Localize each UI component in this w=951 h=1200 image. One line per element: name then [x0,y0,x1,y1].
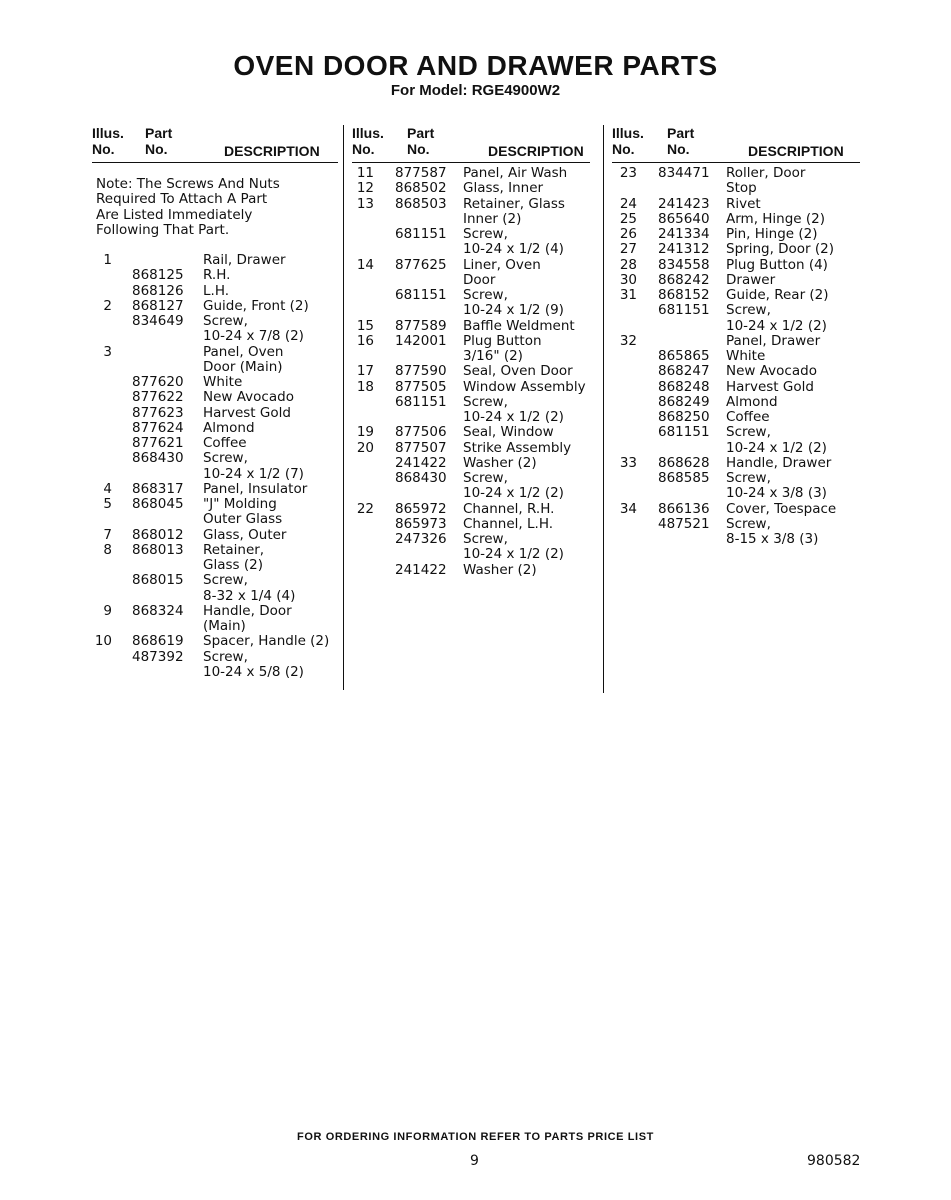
part-description: Guide, Front (2) [203,297,309,314]
part-description: Arm, Hinge (2) [726,210,826,227]
part-number: 487392 [132,648,184,665]
illus-number: 7 [103,526,112,543]
part-row [612,410,860,425]
part-row [612,258,860,273]
header-description: DESCRIPTION [488,143,584,159]
part-description: "J" Molding [203,496,277,512]
illus-number: 12 [356,180,374,197]
part-description: Screw, [463,470,508,486]
part-number: 868317 [132,480,184,497]
part-description: 10-24 x 3/8 (3) [726,485,827,502]
part-number: 868502 [395,180,447,197]
illus-number: 14 [356,256,374,273]
illus-number: 26 [619,226,637,242]
illus-number: 24 [619,195,637,212]
parts-rows [612,166,860,547]
part-description: Retainer, [203,541,265,558]
part-row [352,288,590,303]
illus-number: 23 [619,165,637,181]
part-description: Channel, L.H. [463,515,554,532]
part-row [612,380,860,395]
part-row [612,334,860,349]
illus-number: 5 [103,496,112,512]
part-row [612,197,860,212]
part-description: Window Assembly [463,378,586,395]
part-description: Baffle Weldment [463,317,575,334]
part-description: Screw, [203,572,248,589]
part-number: 865973 [395,515,447,532]
illus-number: 28 [619,256,637,273]
part-row [612,166,860,181]
illus-number: 16 [356,332,374,349]
part-description: Door [463,271,496,288]
part-description: Liner, Oven [463,256,541,273]
part-number: 868324 [132,602,184,619]
part-row [92,253,338,268]
page-title: OVEN DOOR AND DRAWER PARTS [233,50,718,81]
part-number: 865640 [658,210,710,227]
part-description: New Avocado [726,363,817,380]
part-row [352,197,590,212]
part-description: Drawer [726,271,776,288]
part-description: Panel, Insulator [203,480,308,497]
part-number: 868013 [132,541,184,558]
part-number: 877625 [395,256,447,273]
part-row [92,497,338,512]
part-row [612,532,860,547]
part-row [92,650,338,665]
part-description: Spacer, Handle (2) [203,633,330,650]
part-row [352,547,590,562]
part-number: 834649 [132,313,184,329]
part-row [352,364,590,379]
part-description: Rivet [726,195,761,212]
part-description: Almond [203,419,255,436]
part-number: 868430 [132,450,184,467]
part-row [352,502,590,517]
part-row [92,634,338,649]
part-row [612,242,860,257]
illus-number: 22 [356,500,374,517]
part-description: Panel, Air Wash [463,165,568,181]
part-description: Roller, Door [726,165,806,181]
part-row [352,486,590,501]
part-description: Screw, [726,302,771,319]
part-description: Plug Button [463,332,542,349]
part-description: Inner (2) [463,210,522,227]
illus-number: 20 [356,439,374,456]
part-row [92,345,338,360]
illus-number: 15 [356,317,374,334]
part-row [352,532,590,547]
part-number: 247326 [395,531,447,547]
part-number: 877589 [395,317,447,334]
illus-number: 27 [619,241,637,258]
part-row [612,181,860,196]
part-description: Screw, [203,648,248,665]
part-row [92,406,338,421]
illus-number: 13 [356,195,374,212]
part-description: Outer Glass [203,511,283,528]
part-number: 877507 [395,439,447,456]
part-row [92,604,338,619]
part-row [612,349,860,364]
part-description: Cover, Toespace [726,500,837,517]
part-description: Screw, [463,393,508,410]
part-description: Seal, Oven Door [463,363,573,380]
part-description: Handle, Door [203,602,292,619]
illus-number: 32 [619,332,637,349]
page-number: 9 [470,1153,479,1169]
part-row [92,390,338,405]
header-rule [92,162,338,163]
part-description: White [203,374,243,390]
part-row [352,227,590,242]
part-description: Seal, Window [463,424,554,441]
part-row [352,166,590,181]
part-description: Coffee [203,435,247,451]
part-number: 681151 [395,393,447,410]
part-row [352,319,590,334]
part-number: 868247 [658,363,710,380]
part-row [92,268,338,283]
part-description: 3/16" (2) [463,348,523,364]
part-number: 865972 [395,500,447,517]
illus-number: 3 [103,343,112,360]
part-description: Glass, Inner [463,180,544,197]
part-row [92,619,338,634]
illus-number: 33 [619,454,637,471]
part-description: Glass, Outer [203,526,287,543]
part-row [352,517,590,532]
part-description: 10-24 x 1/2 (9) [463,302,564,319]
part-number: 868249 [658,393,710,410]
header-part: Part No. [145,125,173,157]
part-description: 10-24 x 1/2 (2) [463,409,564,425]
part-description: Strike Assembly [463,439,572,456]
part-description: Pin, Hinge (2) [726,226,818,242]
part-row [352,273,590,288]
part-description: Almond [726,393,778,410]
part-description: R.H. [203,267,231,284]
document-number: 980582 [807,1153,861,1169]
illus-number: 17 [356,363,374,380]
header-description: DESCRIPTION [748,143,844,159]
parts-column-2 [352,123,590,578]
part-row [92,665,338,680]
part-number: 868242 [658,271,710,288]
part-row [352,395,590,410]
part-number: 865865 [658,348,710,364]
model-subtitle: For Model: RGE4900W2 [390,82,561,99]
header-part: Part No. [407,125,435,157]
part-row [612,425,860,440]
part-row [352,334,590,349]
part-row [92,284,338,299]
part-description: Harvest Gold [203,404,291,421]
part-description: Panel, Drawer [726,332,821,349]
part-description: Screw, [203,313,248,329]
part-number: 681151 [658,302,710,319]
illus-number: 10 [94,633,112,650]
part-description: Screw, [203,450,248,467]
header-illus: Illus. No. [92,125,124,157]
part-row [612,227,860,242]
header-rule [352,162,590,163]
illus-number: 9 [103,602,112,619]
part-description: L.H. [203,282,230,299]
part-row [352,410,590,425]
parts-column-1 [92,123,338,680]
part-description: New Avocado [203,389,294,406]
part-description: Screw, [726,515,771,532]
part-number: 868503 [395,195,447,212]
header-part: Part No. [667,125,695,157]
part-description: Panel, Oven [203,343,284,360]
header-illus: Illus. No. [352,125,384,157]
part-description: Retainer, Glass [463,195,565,212]
part-description: 10-24 x 1/2 (2) [463,485,564,502]
part-description: Screw, [463,531,508,547]
part-number: 487521 [658,515,710,532]
part-description: 10-24 x 1/2 (2) [726,439,827,456]
illus-number: 1 [103,252,112,268]
part-row [612,395,860,410]
part-description: Coffee [726,409,770,425]
part-row [92,589,338,604]
part-description: Glass (2) [203,557,263,573]
illus-number: 4 [103,480,112,497]
column-header [352,123,590,163]
part-description: Guide, Rear (2) [726,287,829,303]
part-row [352,471,590,486]
part-row [92,451,338,466]
part-row [612,441,860,456]
part-description: Screw, [463,226,508,242]
part-row [92,375,338,390]
illus-number: 30 [619,271,637,288]
illus-number: 8 [103,541,112,558]
part-description: Door (Main) [203,358,283,375]
part-number: 142001 [395,332,447,349]
illus-number: 18 [356,378,374,395]
part-number: 868248 [658,378,710,395]
part-number: 868430 [395,470,447,486]
part-number: 868015 [132,572,184,589]
part-number: 868125 [132,267,184,284]
part-number: 681151 [395,287,447,303]
parts-rows [352,166,590,578]
part-number: 877506 [395,424,447,441]
part-number: 241422 [395,454,447,471]
part-description: Screw, [726,470,771,486]
part-row [612,456,860,471]
part-row [92,573,338,588]
part-number: 877623 [132,404,184,421]
part-description: Washer (2) [463,454,537,471]
part-description: 10-24 x 1/2 (4) [463,241,564,258]
part-number: 868152 [658,287,710,303]
part-number: 877505 [395,378,447,395]
part-row [92,421,338,436]
header-description: DESCRIPTION [224,143,320,159]
part-row [612,319,860,334]
part-description: (Main) [203,618,246,634]
part-description: Screw, [463,287,508,303]
part-number: 681151 [395,226,447,242]
part-row [612,517,860,532]
column-divider [603,125,604,693]
illus-number: 34 [619,500,637,517]
part-number: 877587 [395,165,447,181]
part-description: 10-24 x 7/8 (2) [203,328,304,345]
part-row [352,212,590,227]
parts-column-3 [612,123,860,547]
part-description: 10-24 x 5/8 (2) [203,663,304,680]
part-row [92,299,338,314]
column-divider [343,125,344,690]
part-description: Harvest Gold [726,378,814,395]
part-row [92,512,338,527]
part-description: Rail, Drawer [203,252,286,268]
part-number: 834558 [658,256,710,273]
part-row [92,360,338,375]
note-text: Note: The Screws And Nuts Required To Attach A Part Are Listed Immediately Following That Part. [96,176,280,238]
part-row [92,436,338,451]
part-number: 681151 [658,424,710,441]
part-row [352,242,590,257]
part-row [612,212,860,227]
part-description: 10-24 x 1/2 (7) [203,465,304,482]
part-description: Stop [726,180,757,197]
part-row [92,314,338,329]
illus-number: 2 [103,297,112,314]
part-description: White [726,348,766,364]
part-number: 834471 [658,165,710,181]
part-description: Washer (2) [463,561,537,578]
part-number: 868126 [132,282,184,299]
part-number: 868250 [658,409,710,425]
part-row [352,181,590,196]
part-row [352,349,590,364]
part-number: 868127 [132,297,184,314]
part-description: 10-24 x 1/2 (2) [726,317,827,334]
part-number: 866136 [658,500,710,517]
part-description: Plug Button (4) [726,256,828,273]
illus-number: 11 [356,165,374,181]
part-number: 868619 [132,633,184,650]
part-number: 241334 [658,226,710,242]
part-number: 868012 [132,526,184,543]
part-number: 877590 [395,363,447,380]
part-row [92,543,338,558]
part-number: 868045 [132,496,184,512]
part-description: 8-32 x 1/4 (4) [203,587,296,604]
header-rule [612,162,860,163]
part-row [352,441,590,456]
part-description: 10-24 x 1/2 (2) [463,546,564,563]
column-header [92,123,338,163]
part-number: 877622 [132,389,184,406]
part-row [612,471,860,486]
part-row [352,425,590,440]
part-number: 241422 [395,561,447,578]
part-row [92,528,338,543]
illus-number: 31 [619,287,637,303]
parts-rows [92,253,338,680]
part-description: 8-15 x 3/8 (3) [726,531,819,547]
part-number: 877624 [132,419,184,436]
part-row [92,329,338,344]
part-row [612,502,860,517]
part-row [612,288,860,303]
illus-number: 25 [619,210,637,227]
part-description: Channel, R.H. [463,500,555,517]
part-row [92,482,338,497]
part-row [352,258,590,273]
ordering-footer: FOR ORDERING INFORMATION REFER TO PARTS PRICE LIST [297,1131,654,1143]
column-header [612,123,860,163]
part-row [612,364,860,379]
header-illus: Illus. No. [612,125,644,157]
part-number: 877621 [132,435,184,451]
part-row [612,273,860,288]
part-row [352,563,590,578]
part-number: 241423 [658,195,710,212]
part-description: Screw, [726,424,771,441]
illus-number: 19 [356,424,374,441]
part-description: Spring, Door (2) [726,241,835,258]
part-row [92,558,338,573]
part-row [612,486,860,501]
part-row [352,303,590,318]
part-number: 877620 [132,374,184,390]
part-row [612,303,860,318]
part-row [92,467,338,482]
part-row [352,456,590,471]
part-number: 868585 [658,470,710,486]
part-description: Handle, Drawer [726,454,832,471]
part-number: 868628 [658,454,710,471]
part-row [352,380,590,395]
part-number: 241312 [658,241,710,258]
